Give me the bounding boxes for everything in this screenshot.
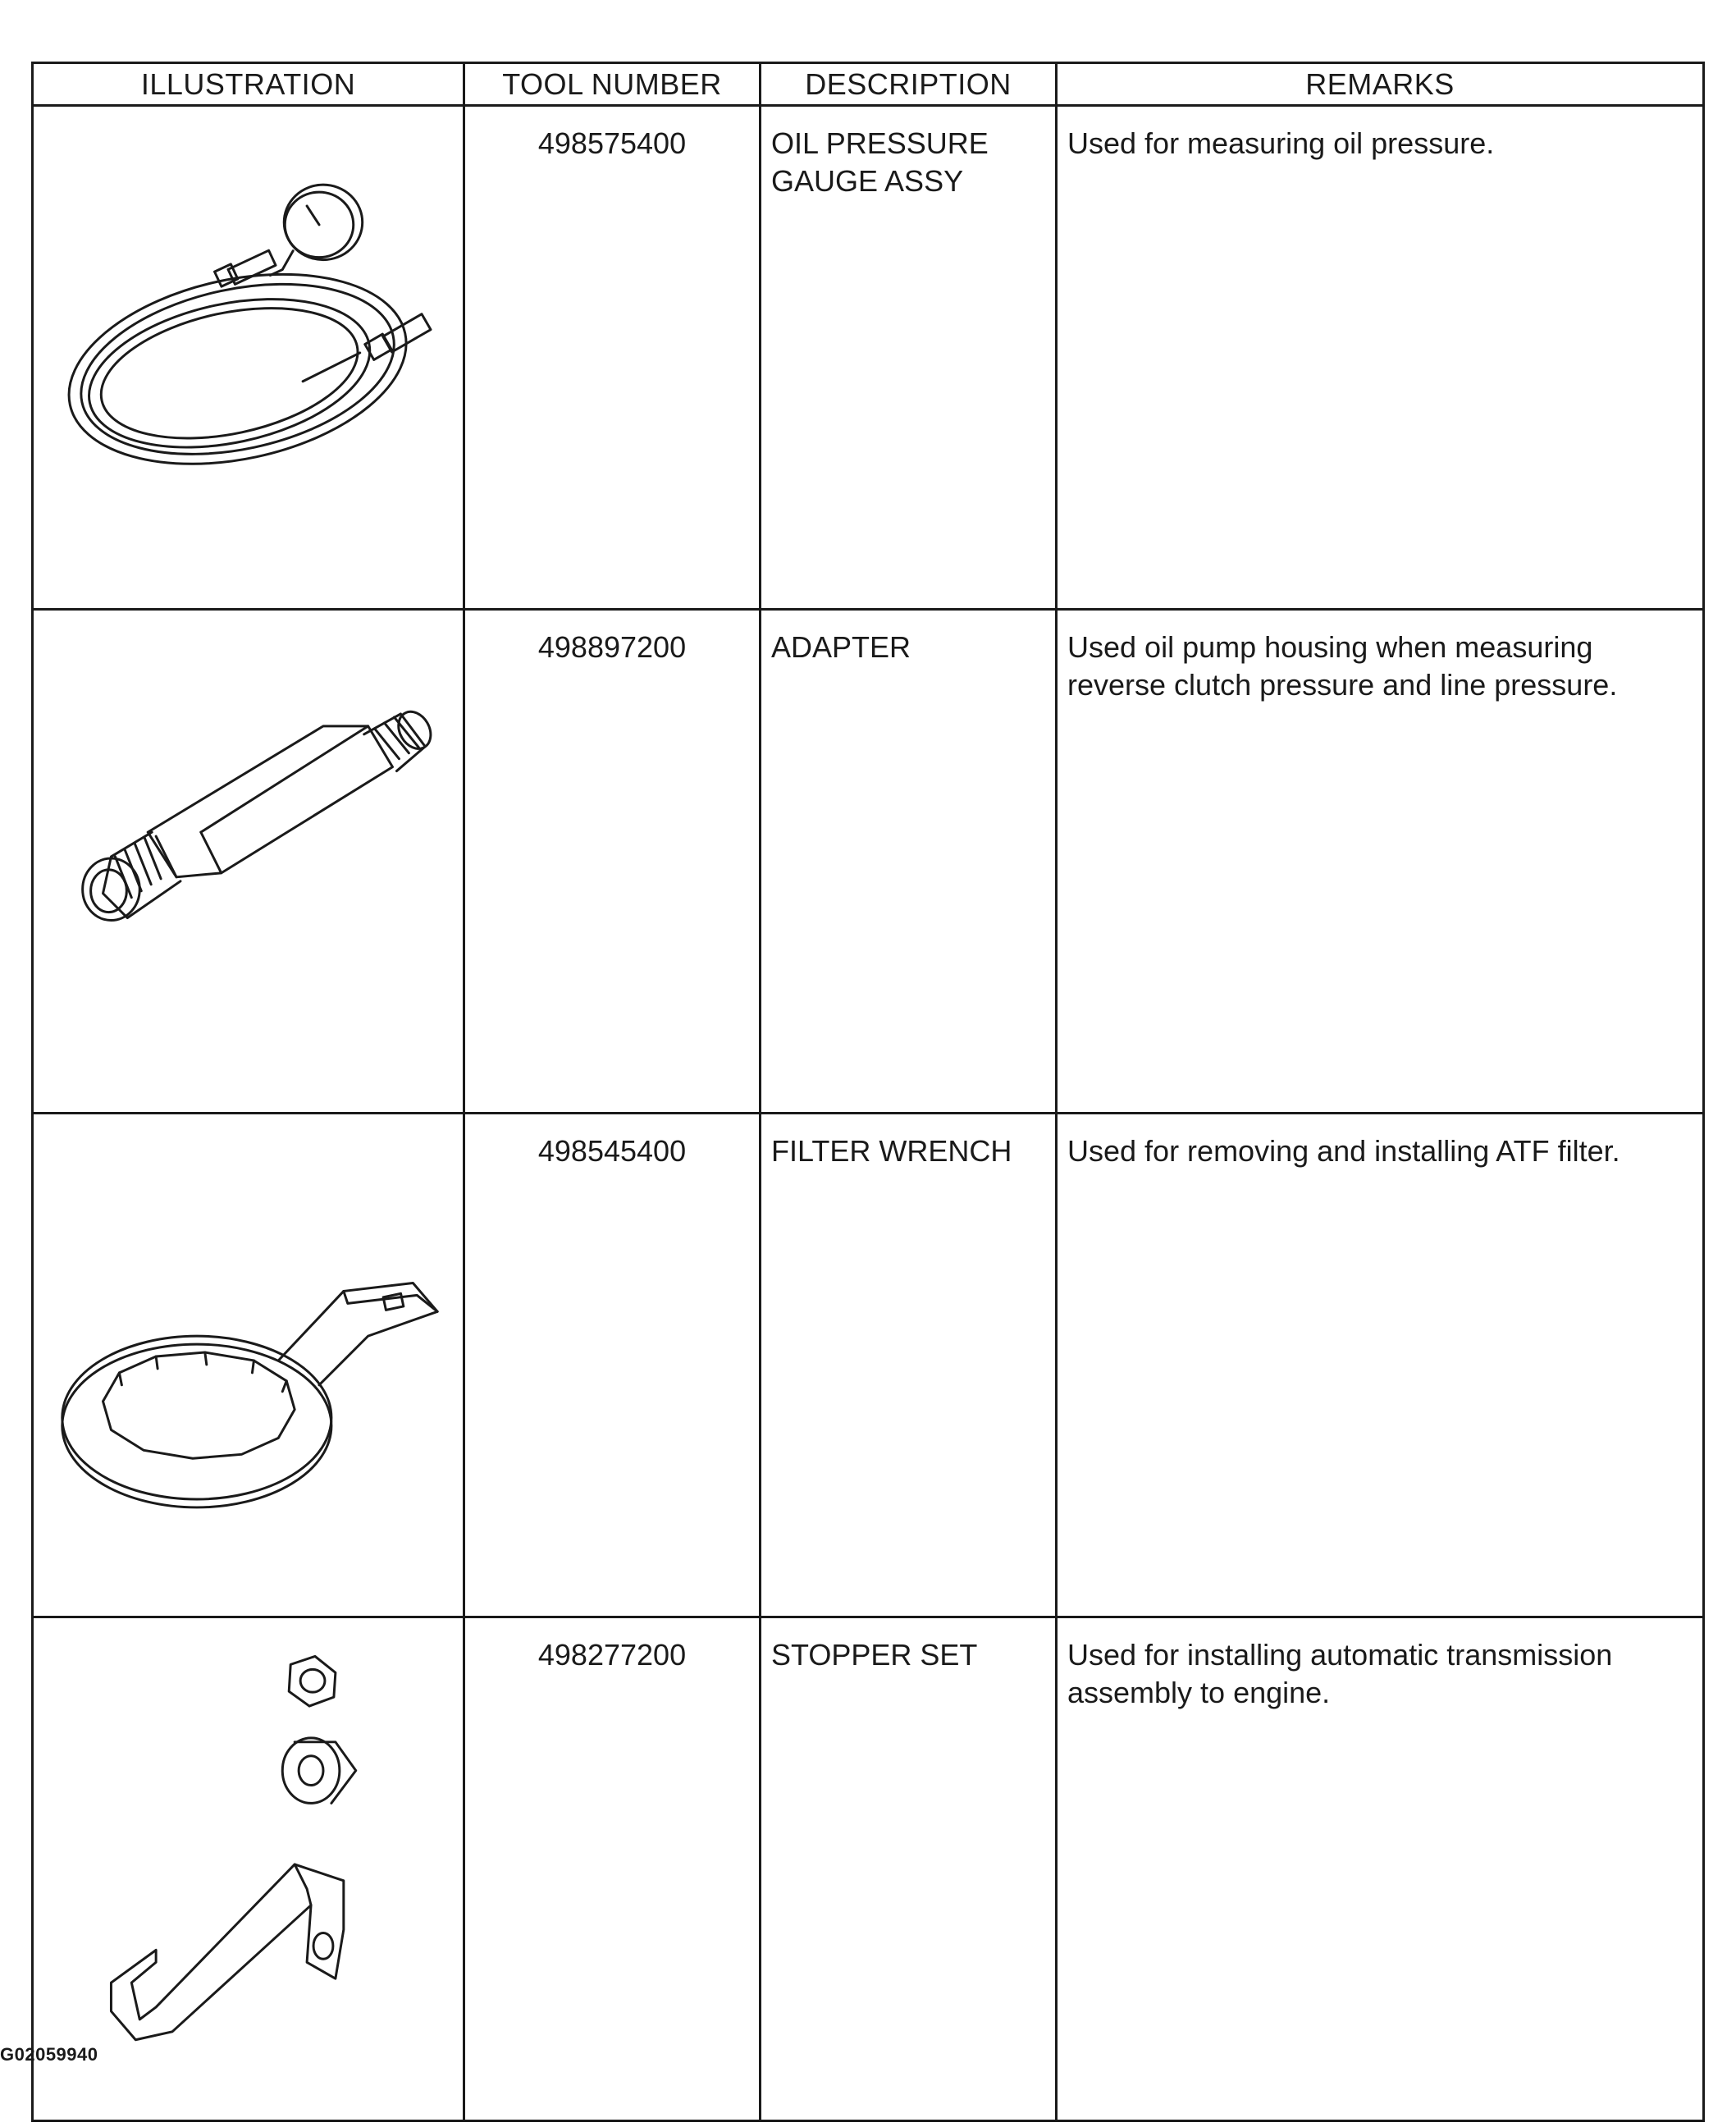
table-row <box>33 106 1704 610</box>
remarks-cell: Used for installing automatic transmission assembly to engine. <box>1057 1617 1704 2121</box>
header-description: DESCRIPTION <box>761 63 1057 106</box>
illustration-cell <box>33 1114 464 1617</box>
table-row <box>33 610 1704 1114</box>
illustration-cell <box>33 610 464 1114</box>
tool-number-cell: 498545400 <box>464 1114 761 1617</box>
description-cell: FILTER WRENCH <box>761 1114 1057 1617</box>
description-cell: ADAPTER <box>761 610 1057 1114</box>
adapter-fitting-icon <box>34 611 463 1091</box>
remarks-cell: Used for removing and installing ATF filter. <box>1057 1114 1704 1617</box>
header-tool-number: TOOL NUMBER <box>464 63 761 106</box>
illustration-cell <box>33 106 464 610</box>
oil-pressure-gauge-icon <box>34 107 463 588</box>
tool-number-cell: 498575400 <box>464 106 761 610</box>
header-row <box>33 63 1704 106</box>
filter-wrench-icon <box>34 1114 463 1595</box>
table-row <box>33 1114 1704 1617</box>
header-remarks: REMARKS <box>1057 63 1704 106</box>
stopper-set-icon <box>34 1618 463 2099</box>
description-cell: STOPPER SET <box>761 1617 1057 2121</box>
description-cell: OIL PRESSURE GAUGE ASSY <box>761 106 1057 610</box>
tool-number-cell: 498277200 <box>464 1617 761 2121</box>
special-tools-table <box>31 62 1705 2122</box>
figure-code: G02059940 <box>0 2044 98 2065</box>
remarks-cell: Used for measuring oil pressure. <box>1057 106 1704 610</box>
table-row <box>33 1617 1704 2121</box>
header-illustration: ILLUSTRATION <box>33 63 464 106</box>
tool-number-cell: 498897200 <box>464 610 761 1114</box>
remarks-cell: Used oil pump housing when measuring reverse clutch pressure and line pressure. <box>1057 610 1704 1114</box>
